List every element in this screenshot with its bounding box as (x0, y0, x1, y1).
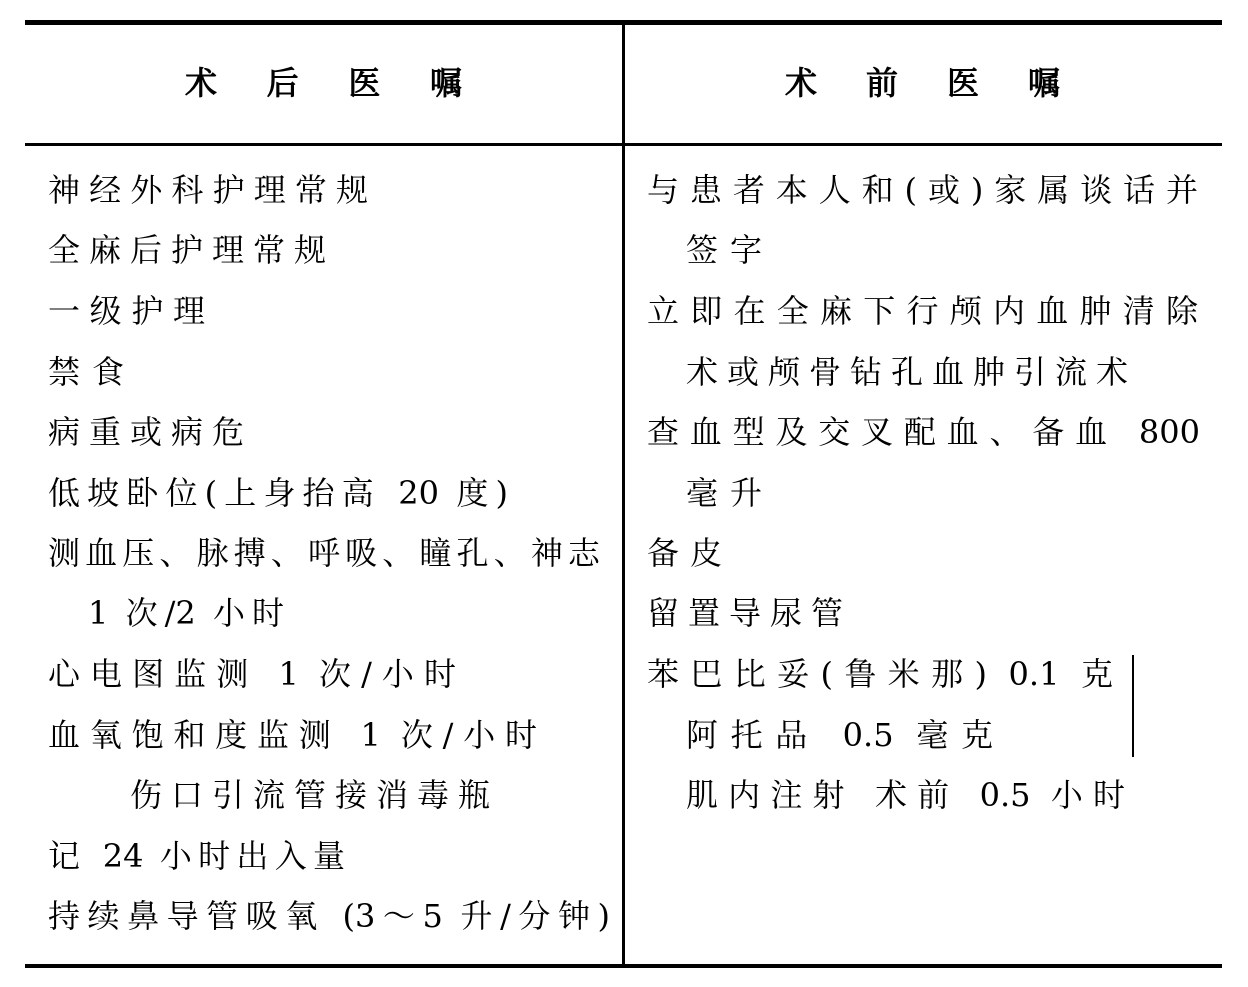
pre-op-order-continuation: 术或颅骨钻孔血肿引流术 (686, 353, 1128, 391)
post-op-order-line: 持续鼻导管吸氧 (3～5 升/分钟) (48, 897, 610, 935)
pre-op-order-continuation: 阿托品 0.5 毫克 (686, 716, 993, 754)
pre-op-order-continuation: 毫升 (686, 474, 762, 512)
post-op-order-line: 神经外科护理常规 (48, 171, 368, 209)
post-op-order-line: 低坡卧位(上身抬高 20 度) (48, 474, 508, 512)
pre-op-order-line: 查血型及交叉配血、备血 800 (647, 413, 1200, 451)
pre-op-order-line: 留置导尿管 (647, 594, 843, 632)
pre-op-order-line: 与患者本人和(或)家属谈话并 (647, 171, 1198, 209)
post-op-order-line: 测血压、脉搏、呼吸、瞳孔、神志 (48, 534, 600, 572)
post-op-order-line: 病重或病危 (48, 413, 244, 451)
column-divider (622, 22, 625, 966)
post-op-order-line: 全麻后护理常规 (48, 231, 326, 269)
post-op-order-line: 一级护理 (48, 292, 205, 330)
post-op-order-continuation: 1 次/2 小时 (88, 594, 284, 632)
post-op-order-line: 伤口引流管接消毒瓶 (130, 776, 490, 814)
pre-op-order-continuation: 签字 (686, 231, 762, 269)
post-op-order-line: 禁食 (48, 353, 124, 391)
pre-op-order-line: 苯巴比妥(鲁米那) 0.1 克 (647, 655, 1113, 693)
pre-op-header: 术 前 医 嘱 (785, 64, 1060, 102)
post-op-header: 术 后 医 嘱 (185, 64, 462, 102)
post-op-order-line: 心电图监测 1 次/小时 (48, 655, 456, 693)
pre-op-order-line: 备皮 (647, 534, 722, 572)
pre-op-order-continuation: 肌内注射 术前 0.5 小时 (686, 776, 1125, 814)
dosage-bracket (1132, 655, 1134, 757)
pre-op-order-line: 立即在全麻下行颅内血肿清除 (647, 292, 1198, 330)
post-op-order-line: 血氧饱和度监测 1 次/小时 (48, 716, 537, 754)
post-op-order-line: 记 24 小时出入量 (48, 837, 345, 875)
